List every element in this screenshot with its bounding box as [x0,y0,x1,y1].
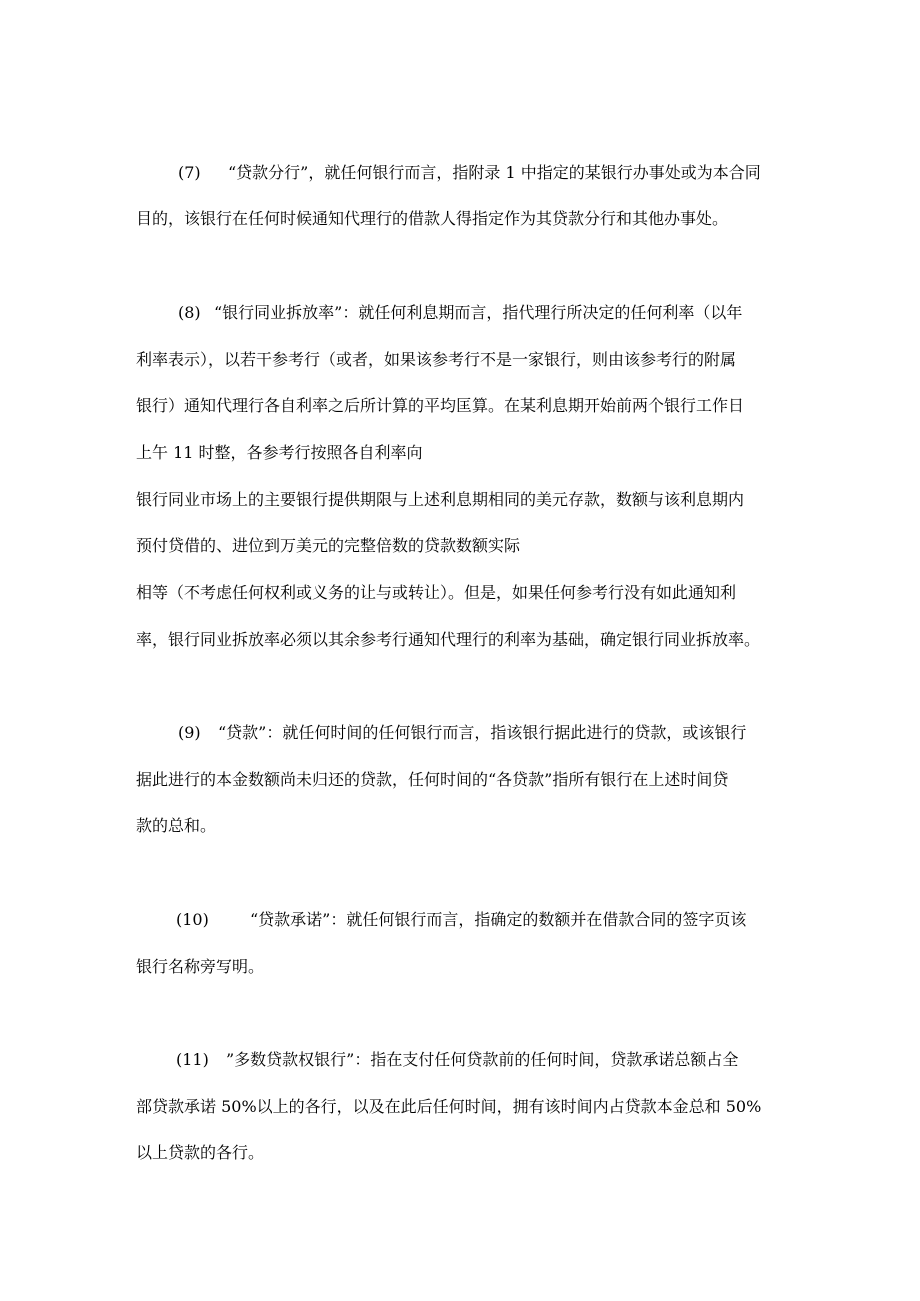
clause-text: “银行同业拆放率”：就任何利息期而言，指代理行所决定的任何利率（以年 [214,303,743,322]
clause-8-line-5: 银行同业市场上的主要银行提供期限与上述利息期相同的美元存款，数额与该利息期内 [136,490,745,509]
clause-10-line-2: 银行名称旁写明。 [136,957,265,976]
clause-number: (8) [178,303,201,322]
clause-text: ”多数贷款权银行”：指在支付任何贷款前的任何时间，贷款承诺总额占全 [226,1050,739,1069]
clause-9-line-1 [136,723,746,743]
clause-9-line-2: 据此进行的本金数额尚未归还的贷款，任何时间的“各贷款”指所有银行在上述时间贷 [136,770,729,789]
clause-7-line-2: 目的，该银行在任何时候通知代理行的借款人得指定作为其贷款分行和其他办事处。 [136,209,729,228]
clause-11-line-3: 以上贷款的各行。 [136,1143,265,1162]
clause-8-line-3: 银行）通知代理行各自利率之后所计算的平均匡算。在某利息期开始前两个银行工作日 [136,396,745,415]
clause-9-line-3: 款的总和。 [136,816,217,835]
clause-text: “贷款分行”，就任何银行而言，指附录 1 中指定的某银行办事处或为本合同 [228,163,761,182]
clause-11-line-1 [136,1050,738,1070]
clause-11-line-2: 部贷款承诺 50%以上的各行，以及在此后任何时间，拥有该时间内占贷款本金总和 50% [136,1097,762,1116]
clause-number: (9) [178,723,201,742]
clause-text: “贷款”：就任何时间的任何银行而言，指该银行据此进行的贷款，或该银行 [218,723,747,742]
clause-number: (10) [176,910,209,929]
clause-8-line-4: 上午 11 时整，各参考行按照各自利率向 [136,443,423,462]
clause-8-line-2: 利率表示），以若干参考行（或者，如果该参考行不是一家银行，则由该参考行的附属 [136,350,737,369]
clause-number: (11) [176,1050,209,1069]
clause-number: (7) [178,163,201,182]
clause-8-line-1 [136,303,742,323]
clause-10-line-1 [136,910,746,930]
clause-8-line-8: 率，银行同业拆放率必须以其余参考行通知代理行的利率为基础，确定银行同业拆放率。 [136,630,761,649]
clause-8-line-6: 预付贷借的、进位到万美元的完整倍数的贷款数额实际 [136,536,521,555]
clause-7-line-1 [136,163,761,183]
clause-text: “贷款承诺”：就任何银行而言，指确定的数额并在借款合同的签字页该 [250,910,747,929]
clause-8-line-7: 相等（不考虑任何权利或义务的让与或转让）。但是，如果任何参考行没有如此通知利 [136,583,737,602]
